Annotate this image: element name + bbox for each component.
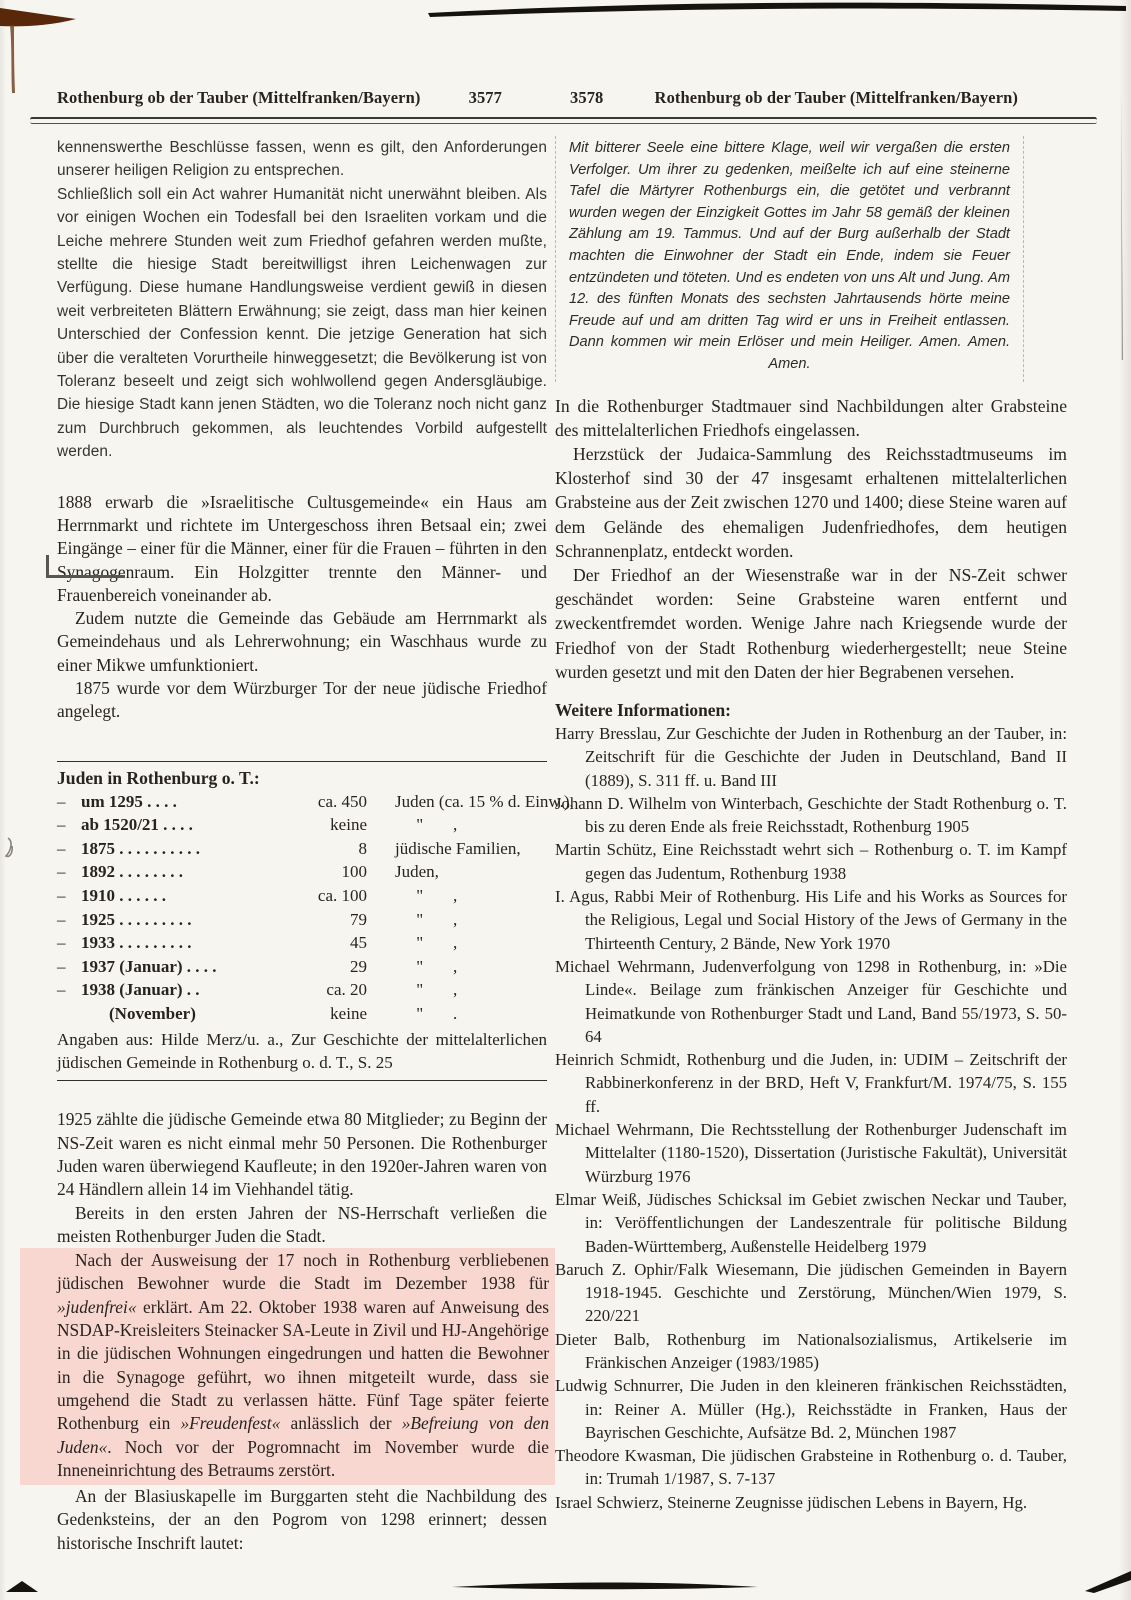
- highlighted-paragraph: Nach der Ausweisung der 17 noch in Rothenburg verbliebenen jüdischen Bewohner wurde die Stadt im Dezember 1938 für »judenfrei« erklärt. Am 22. Oktober 1938 waren auf Anweisung des NSDAP-Kreisleiters Steinacker SA-Leute in Zivil und HJ-Angehörige in die jüdischen Wohnungen eingedrungen und hatten die Bewohner in die Synagoge geführt, wo ihnen mitgeteilt wurde, dass sie umgehend die Stadt zu verlassen hätte. Fünf Tage später feierte Rothenburg ein »Freudenfest« anlässlich der »Befreiung von den Juden«. Noch vor der Pogromnacht im November wurde die Inneneinrichtung des Betraums zerstört.: [57, 1250, 550, 1480]
- population-statistics: [57, 761, 574, 1082]
- quote-paragraph: Schließlich soll ein Act wahrer Humanität nicht unerwähnt bleiben. Als vor einigen Wochen ein Todesfall bei den Israeliten vorkam und die Leiche mehrere Stunden weit zum Friedhof gefahren werden mußte, stellte die hiesige Stadt bereitwilligst ihren Leichenwagen zur Verfügung. Diese humane Handlungsweise verdient gewiß in diesen weit verbreiteten Blättern Erwähnung; sie zeigt, dass man hier keinen Unterschied der Confession kennt. Die jetzige Generation hat sich über die veralteten Vorurtheile hinweggesetzt; die Bevölkerung ist von Toleranz beseelt und zeigt sich wohlwollend gegen Andersgläubige. Die hiesige Stadt kann jenen Städten, wo die Toleranz noch nicht ganz zum Durchbruch gekommen, als leuchtendes Vorbild aufgestellt werden.: [57, 185, 547, 461]
- bibliography-entry: Elmar Weiß, Jüdisches Schicksal im Gebiet zwischen Neckar und Tauber, in: Veröffentlichungen der Landeszentrale für politische Bildung Baden-Württemberg, Außenstelle Heidelberg 1979: [555, 1189, 1067, 1256]
- left-column: [57, 136, 574, 1555]
- right-edge-shadow: [1119, 0, 1131, 1600]
- stat-row: – 1925 . . . . . . . . . 79 " ,: [57, 909, 458, 929]
- bibliography-entry: Theodore Kwasman, Die jüdischen Grabsteine in Rothenburg o. d. Tauber, in: Trumah 1/1987, S. 7-137: [555, 1446, 1067, 1489]
- stat-row: – 1892 . . . . . . . . 100 Juden,: [57, 862, 439, 882]
- page-header-right: [570, 88, 1018, 108]
- stat-row: – 1910 . . . . . . ca. 100 " ,: [57, 886, 458, 906]
- stat-row: – ab 1520/21 . . . . keine " ,: [57, 815, 458, 835]
- stat-row: – 1875 . . . . . . . . . . 8 jüdische Familien,: [57, 838, 521, 858]
- bibliography-entry: I. Agus, Rabbi Meir of Rothenburg. His Life and his Works as Sources for the Religious, Legal und Social History of the Jews of Germany in the Thirteenth Century, 2 Bände, New York 1970: [555, 887, 1067, 953]
- stat-row: – 1937 (Januar) . . . . 29 " ,: [57, 956, 458, 976]
- paragraph-stadtmauer: In die Rothenburger Stadtmauer sind Nachbildungen alter Grabsteine des mittelalterlichen Friedhofs eingelassen.: [555, 395, 1067, 440]
- paragraph-friedhof: Der Friedhof an der Wiesenstraße war in der NS-Zeit schwer geschändet worden: Seine Grabsteine waren entfernt und zweckentfremdet worden. Wenige Jahre nach Kriegsende wurde der Friedhof von der Stadt Rothenburg wiederhergestellt; neue Steine wurden gesetzt und mit den Daten der hier Begrabenen versehen.: [555, 564, 1067, 682]
- scan-drip-left: [10, 25, 15, 93]
- bibliography-entry: Harry Bresslau, Zur Geschichte der Juden in Rothenburg an der Tauber, in: Zeitschrift für die Geschichte der Juden in Deutschland, Band II (1889), S. 311 ff. u. Band III: [555, 723, 1067, 790]
- bibliography-entry: Baruch Z. Ophir/Falk Wiesemann, Die jüdischen Gemeinden in Bayern 1918-1945. Geschichte und Zerstörung, München/Wien 1979, S. 220/221: [555, 1259, 1067, 1326]
- left-edge-shadow: [0, 0, 6, 1600]
- bibliography-entry: Michael Wehrmann, Die Rechtsstellung der Rothenburger Judenschaft im Mittelalter (1180-1520), Dissertation (Juristische Fakultät), Universität Würzburg 1976: [555, 1120, 1067, 1186]
- paragraph-1888: 1888 erwarb die »Israelitische Cultusgemeinde« ein Haus am Herrnmarkt und richtete im Untergeschoss ihren Betsaal ein; zwei Eingänge – einer für die Männer, einer für die Frauen – führten in den Synagogenraum. Ein Holzgitter trennte den Männer- und Frauenbereich voneinander ab.: [57, 491, 547, 605]
- highlighted-passage: [20, 1248, 555, 1485]
- newspaper-quote: [57, 136, 547, 464]
- further-info-heading: Weitere Informationen:: [555, 699, 731, 720]
- memorial-inscription-quote: [555, 136, 1024, 382]
- scan-line-bottom-center: [452, 1583, 758, 1590]
- stat-row: – um 1295 . . . . ca. 450 Juden (ca. 15 % d. Einw.),: [57, 791, 574, 811]
- scan-mark-bottom-left: [6, 1581, 38, 1592]
- bibliography-entry: Heinrich Schmidt, Rothenburg und die Juden, in: UDIM – Zeitschrift der Rabbinerkonferenz in der BRD, Heft V, Frankfurt/M. 1974/75, S. 155 ff.: [555, 1050, 1067, 1116]
- paragraph-herzstueck: Herzstück der Judaica-Sammlung des Reichsstadtmuseums im Klosterhof sind 30 der 47 insgesamt erhaltenen mittelalterlichen Grabsteine aus der Zeit zwischen 1270 und 1400; diese Steine waren auf dem Gelände des ehemaligen Judenfriedhofes, dem heutigen Schrannenplatz, entdeckt worden.: [555, 443, 1067, 561]
- bibliography-entry: Israel Schwierz, Steinerne Zeugnisse jüdischen Lebens in Bayern, Hg.: [555, 1492, 1028, 1512]
- scan-line-top-right: [428, 3, 1126, 17]
- paragraph-zudem: Zudem nutzte die Gemeinde das Gebäude am Herrnmarkt als Gemeindehaus und als Lehrerwohnung; ein Waschhaus wurde zu einer Mikwe umfunktioniert.: [57, 608, 547, 675]
- stats-source: Angaben aus: Hilde Merz/u. a., Zur Geschichte der mittelalterlichen jüdischen Gemeinde in Rothenburg o. d. T., S. 25: [57, 1029, 547, 1072]
- margin-mark: [6, 838, 12, 856]
- bibliography-entry: Johann D. Wilhelm von Winterbach, Geschichte der Stadt Rothenburg o. T. bis zu deren Ende als freie Reichsstadt, Rothenburg 1905: [555, 793, 1067, 837]
- paragraph-blasius: An der Blasiuskapelle im Burggarten steht die Nachbildung des Gedenksteins, der an den Pogrom von 1298 erinnert; dessen historische Inschrift lautet:: [57, 1486, 547, 1553]
- stats-title: Juden in Rothenburg o. T.:: [57, 767, 260, 788]
- page-number-left: 3577: [468, 88, 502, 107]
- header-rule: [30, 117, 1097, 124]
- header-title-left: Rothenburg ob der Tauber (Mittelfranken/Bayern): [57, 88, 421, 107]
- quote-end-mark: [46, 555, 125, 578]
- paragraph-1925: 1925 zählte die jüdische Gemeinde etwa 80 Mitglieder; zu Beginn der NS-Zeit waren es nicht einmal mehr 50 Personen. Die Rothenburger Juden waren überwiegend Kaufleute; in den 1920er-Jahren waren von 24 Händlern allein 14 im Viehhandel tätig.: [57, 1109, 547, 1200]
- bibliography-entry: Dieter Balb, Rothenburg im Nationalsozialismus, Artikelserie im Fränkischen Anzeiger (1983/1985): [555, 1329, 1067, 1372]
- bibliography-entry: Michael Wehrmann, Judenverfolgung von 1298 in Rothenburg, in: »Die Linde«. Beilage zum fränkischen Anzeiger für Geschichte und Heimatkunde von Rothenburger Stadt und Land, Band 55/1973, S. 50-64: [555, 956, 1067, 1046]
- paragraph-1875: 1875 wurde vor dem Würzburger Tor der neue jüdische Friedhof angelegt.: [57, 678, 547, 722]
- paragraph-bereits: Bereits in den ersten Jahren der NS-Herrschaft verließen die meisten Rothenburger Juden die Stadt.: [57, 1202, 547, 1246]
- scan-smudge-top-left: [0, 8, 76, 26]
- stat-row: (November) keine " .: [109, 1004, 458, 1023]
- bibliography-entry: Martin Schütz, Eine Reichsstadt wehrt sich – Rothenburg o. T. im Kampf gegen das Judentum, Rothenburg 1938: [555, 840, 1067, 883]
- page-header-left: [57, 88, 502, 108]
- memorial-quote-text: Mit bitterer Seele eine bittere Klage, weil wir vergaßen die ersten Verfolger. Um ihrer zu gedenken, meißelte ich auf eine steinerne Tafel die Märtyrer Rothenburgs ein, die getötet und verbrannt wurden wegen der Einzigkeit Gottes im Jahr 58 gemäß der kleinen Zählung am 19. Tammus. Und auf der Burg außerhalb der Stadt machten die Einwohner der Stadt ein Ende, indem sie Feuer entzündeten und töteten. Und es endeten von uns Alt und Jung. Am 12. des fünften Monats des sechsten Jahrtausends hörte meine Freude auf und am dritten Tag wird er uns in Freiheit entlassen. Dann kommen wir mein Erlöser und mein Heiliger. Amen. Amen. Amen.: [569, 140, 1010, 372]
- right-column: [555, 136, 1067, 1514]
- stats-rule-bottom: [57, 1080, 547, 1081]
- stat-row: – 1933 . . . . . . . . . 45 " ,: [57, 933, 458, 953]
- quote-paragraph: kennenswerthe Beschlüsse fassen, wenn es gilt, den Anforderungen unserer heiligen Religion zu entsprechen.: [57, 139, 547, 180]
- right-paragraphs: [555, 394, 1067, 684]
- header-title-right: Rothenburg ob der Tauber (Mittelfranken/Bayern): [654, 88, 1018, 107]
- stats-rule-top: [57, 761, 547, 762]
- bibliography-entry: Ludwig Schnurrer, Die Juden in den kleineren fränkischen Reichsstädten, in: Reiner A. Müller (Hg.), Reichsstädte in Franken, Haus der Bayrischen Geschichte, Aufsätze Bd. 2, München 1987: [555, 1376, 1067, 1442]
- stat-row: – 1938 (Januar) . . ca. 20 " ,: [57, 980, 458, 1000]
- page-number-right: 3578: [570, 88, 604, 107]
